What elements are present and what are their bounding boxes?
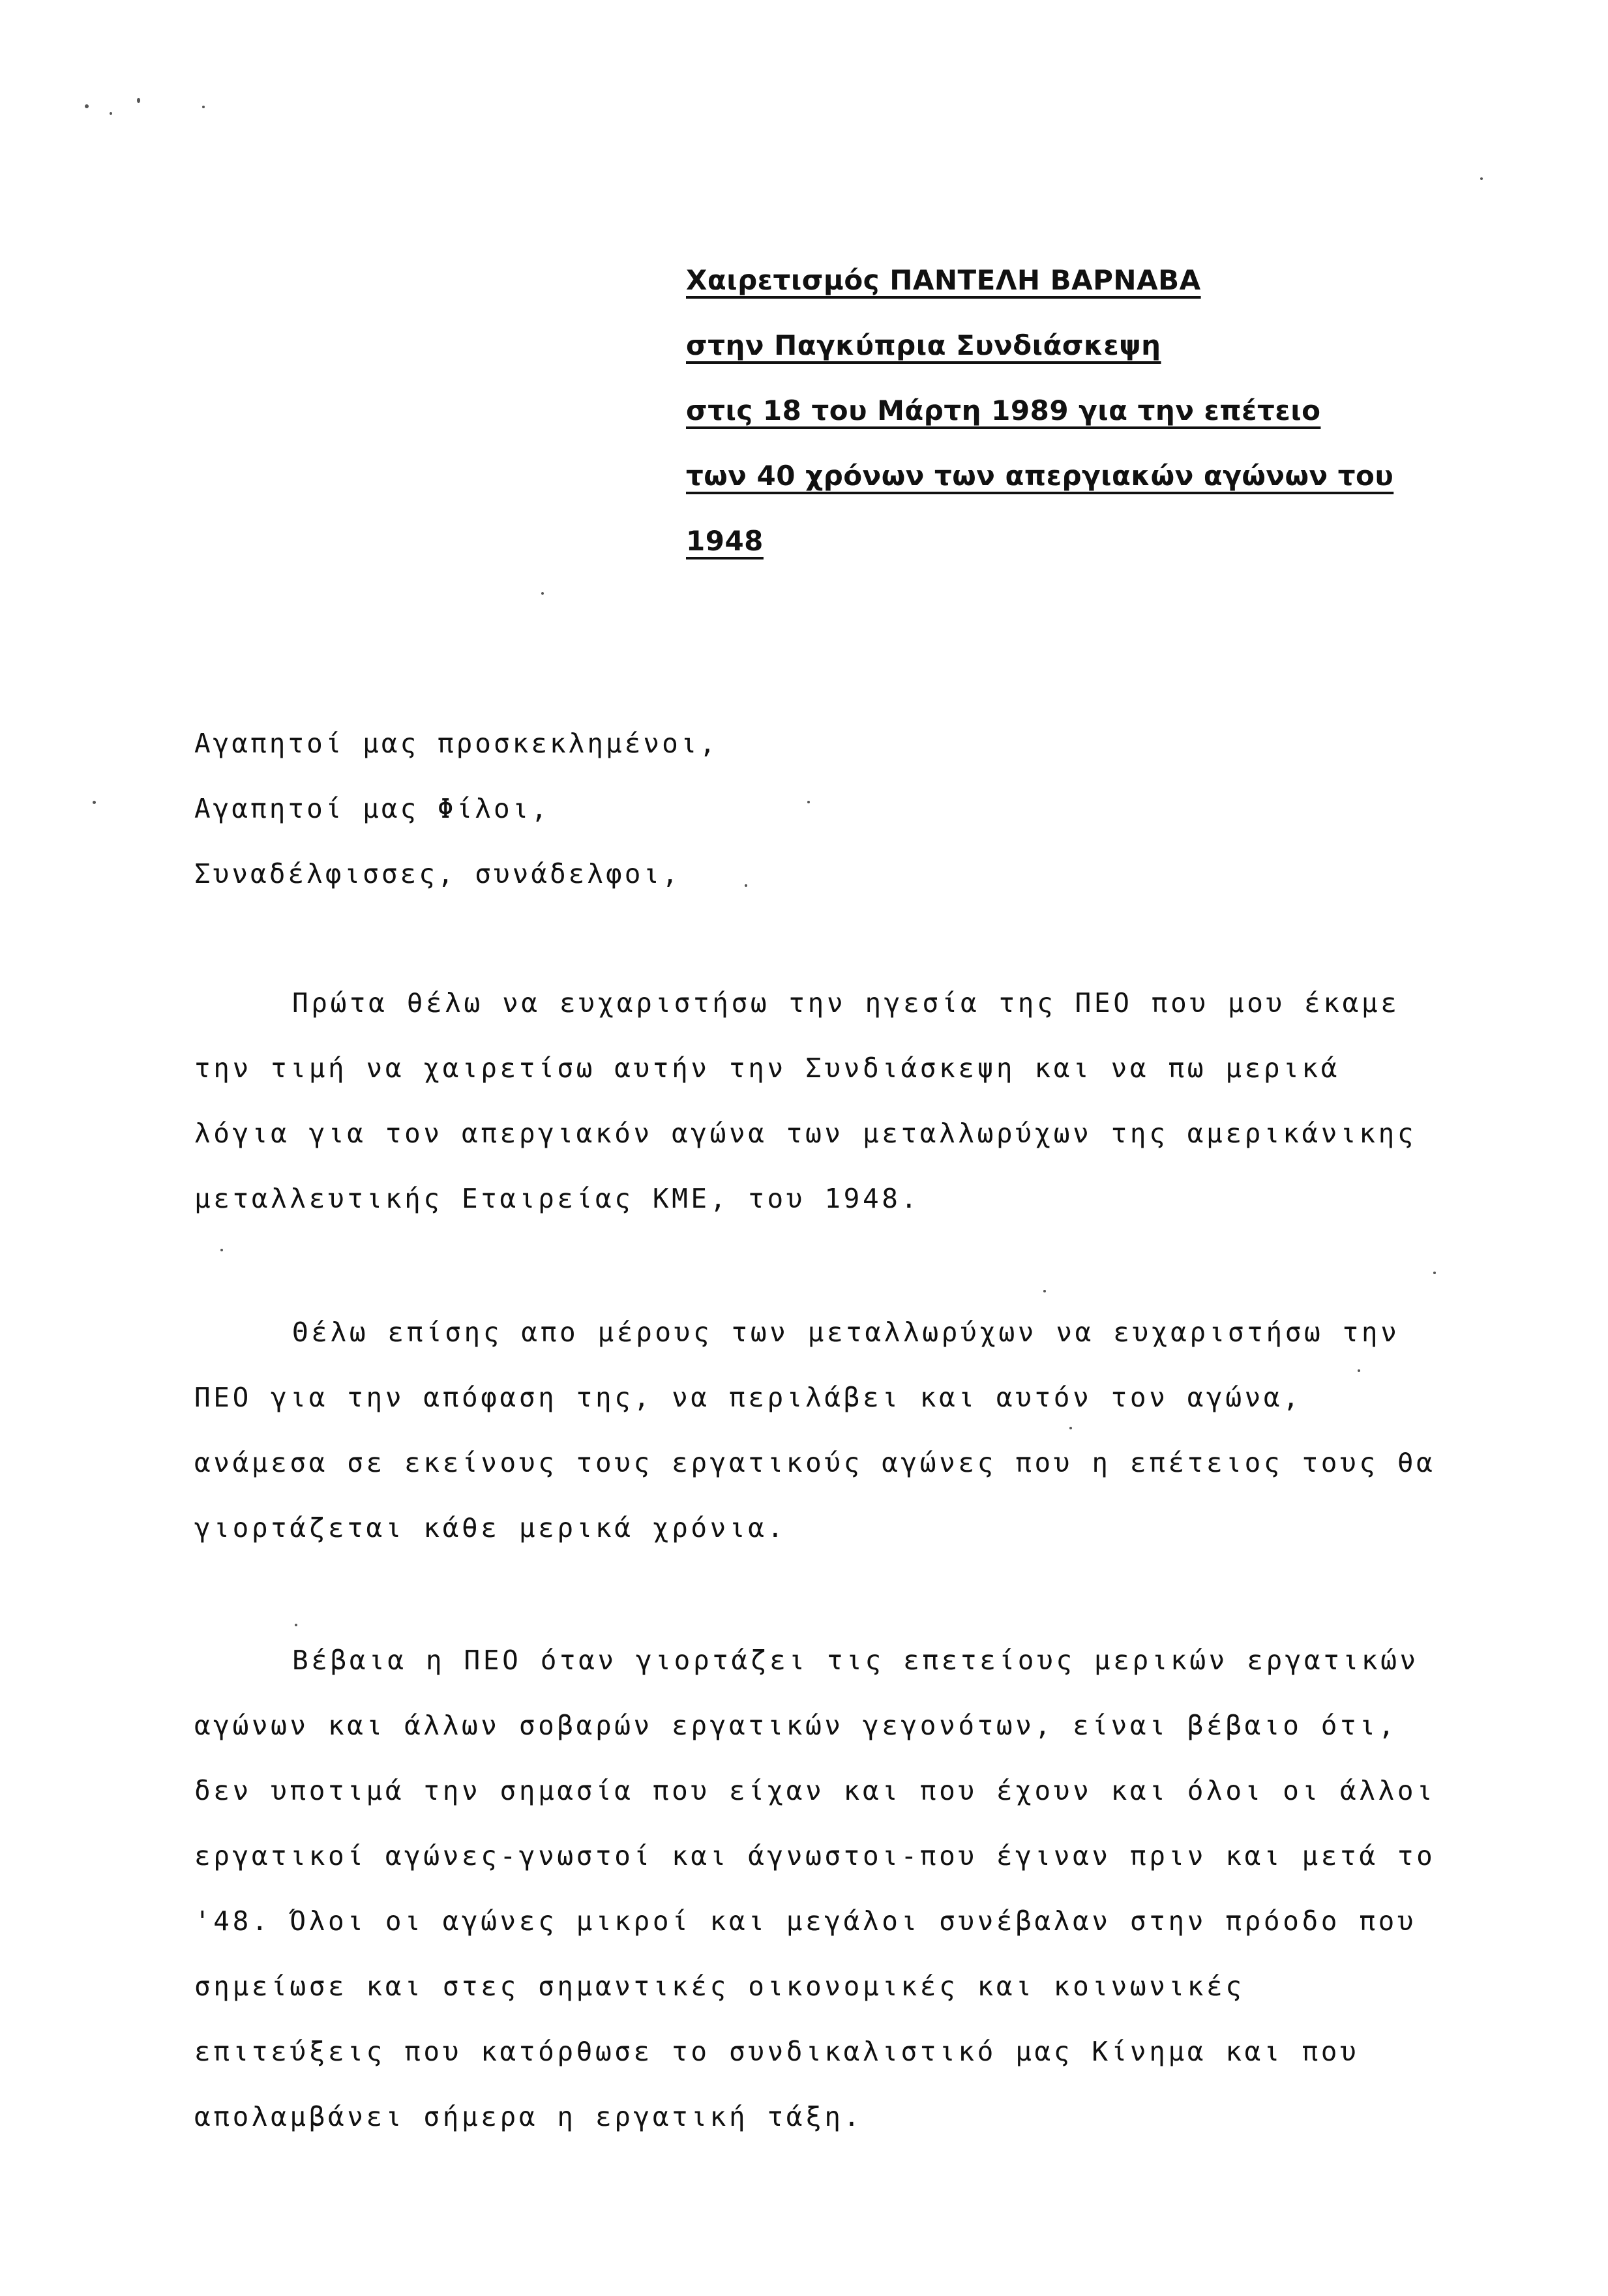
salutation	[194, 711, 1433, 906]
scan-speck	[541, 592, 544, 595]
paragraph-line: ΠΕΟ για την απόφαση της, να περιλάβει και αυτόν τον αγώνα,	[194, 1382, 1302, 1413]
paragraph-line: σημείωσε και στες σημαντικές οικονομικές και κοινωνικές	[194, 1971, 1245, 2002]
title-line: Χαιρετισμός ΠΑΝΤΕΛΗ ΒΑΡΝΑΒΑ	[686, 264, 1201, 296]
scan-speck	[85, 104, 89, 108]
paragraph-line: δεν υποτιμά την σημασία που είχαν και που έχουν και όλοι οι άλλοι	[194, 1775, 1436, 1806]
scan-speck	[1043, 1290, 1046, 1292]
salutation-line: Αγαπητοί μας προσκεκλημένοι,	[194, 728, 719, 759]
paragraph-line: Βέβαια η ΠΕΟ όταν γιορτάζει τις επετείους μερικών εργατικών	[292, 1645, 1419, 1676]
scan-speck	[110, 112, 112, 115]
scan-speck	[1433, 1272, 1436, 1274]
paragraph-line: μεταλλευτικής Εταιρείας ΚΜΕ, του 1948.	[194, 1183, 920, 1214]
paragraph-line: '48. Όλοι οι αγώνες μικροί και μεγάλοι συνέβαλαν στην πρόοδο που	[194, 1905, 1417, 1937]
title-line: στις 18 του Μάρτη 1989 για την επέτειο	[686, 395, 1321, 426]
paragraph-line: γιορτάζεται κάθε μερικά χρόνια.	[194, 1512, 786, 1543]
scan-speck	[202, 106, 205, 108]
scan-speck	[220, 1249, 223, 1251]
title-line: των 40 χρόνων των απεργιακών αγώνων του	[686, 460, 1394, 492]
paragraph-line: εργατικοί αγώνες-γνωστοί και άγνωστοι-που έγιναν πριν και μετά το	[194, 1840, 1436, 1871]
paragraph-line: επιτεύξεις που κατόρθωσε το συνδικαλιστικό μας Κίνημα και που	[194, 2036, 1360, 2067]
scan-speck	[295, 1624, 297, 1626]
paragraph-line: Θέλω επίσης απο μέρους των μεταλλωρύχων να ευχαριστήσω την	[292, 1317, 1400, 1348]
document-title	[686, 248, 1455, 574]
paragraph-line: λόγια για τον απεργιακόν αγώνα των μεταλλωρύχων της αμερικάνικης	[194, 1118, 1417, 1149]
scan-speck	[137, 98, 140, 103]
title-line: στην Παγκύπρια Συνδιάσκεψη	[686, 329, 1161, 361]
paragraph-line: την τιμή να χαιρετίσω αυτήν την Συνδιάσκεψη και να πω μερικά	[194, 1052, 1341, 1084]
scan-speck	[1480, 177, 1483, 180]
body-paragraph	[194, 1300, 1472, 1560]
paragraph-line: απολαμβάνει σήμερα η εργατική τάξη.	[194, 2101, 863, 2132]
paragraph-line: αγώνων και άλλων σοβαρών εργατικών γεγονότων, είναι βέβαιο ότι,	[194, 1710, 1397, 1741]
body-paragraph	[194, 1628, 1472, 2149]
scan-speck	[93, 801, 96, 804]
title-line: 1948	[686, 525, 764, 557]
body-paragraph	[194, 970, 1472, 1231]
paragraph-line: ανάμεσα σε εκείνους τους εργατικούς αγώνες που η επέτειος τους θα	[194, 1447, 1436, 1478]
salutation-line: Αγαπητοί μας Φίλοι,	[194, 793, 550, 824]
salutation-line: Συναδέλφισσες, συνάδελφοι,	[194, 858, 681, 889]
paragraph-line: Πρώτα θέλω να ευχαριστήσω την ηγεσία της ΠΕΟ που μου έκαμε	[292, 987, 1400, 1019]
